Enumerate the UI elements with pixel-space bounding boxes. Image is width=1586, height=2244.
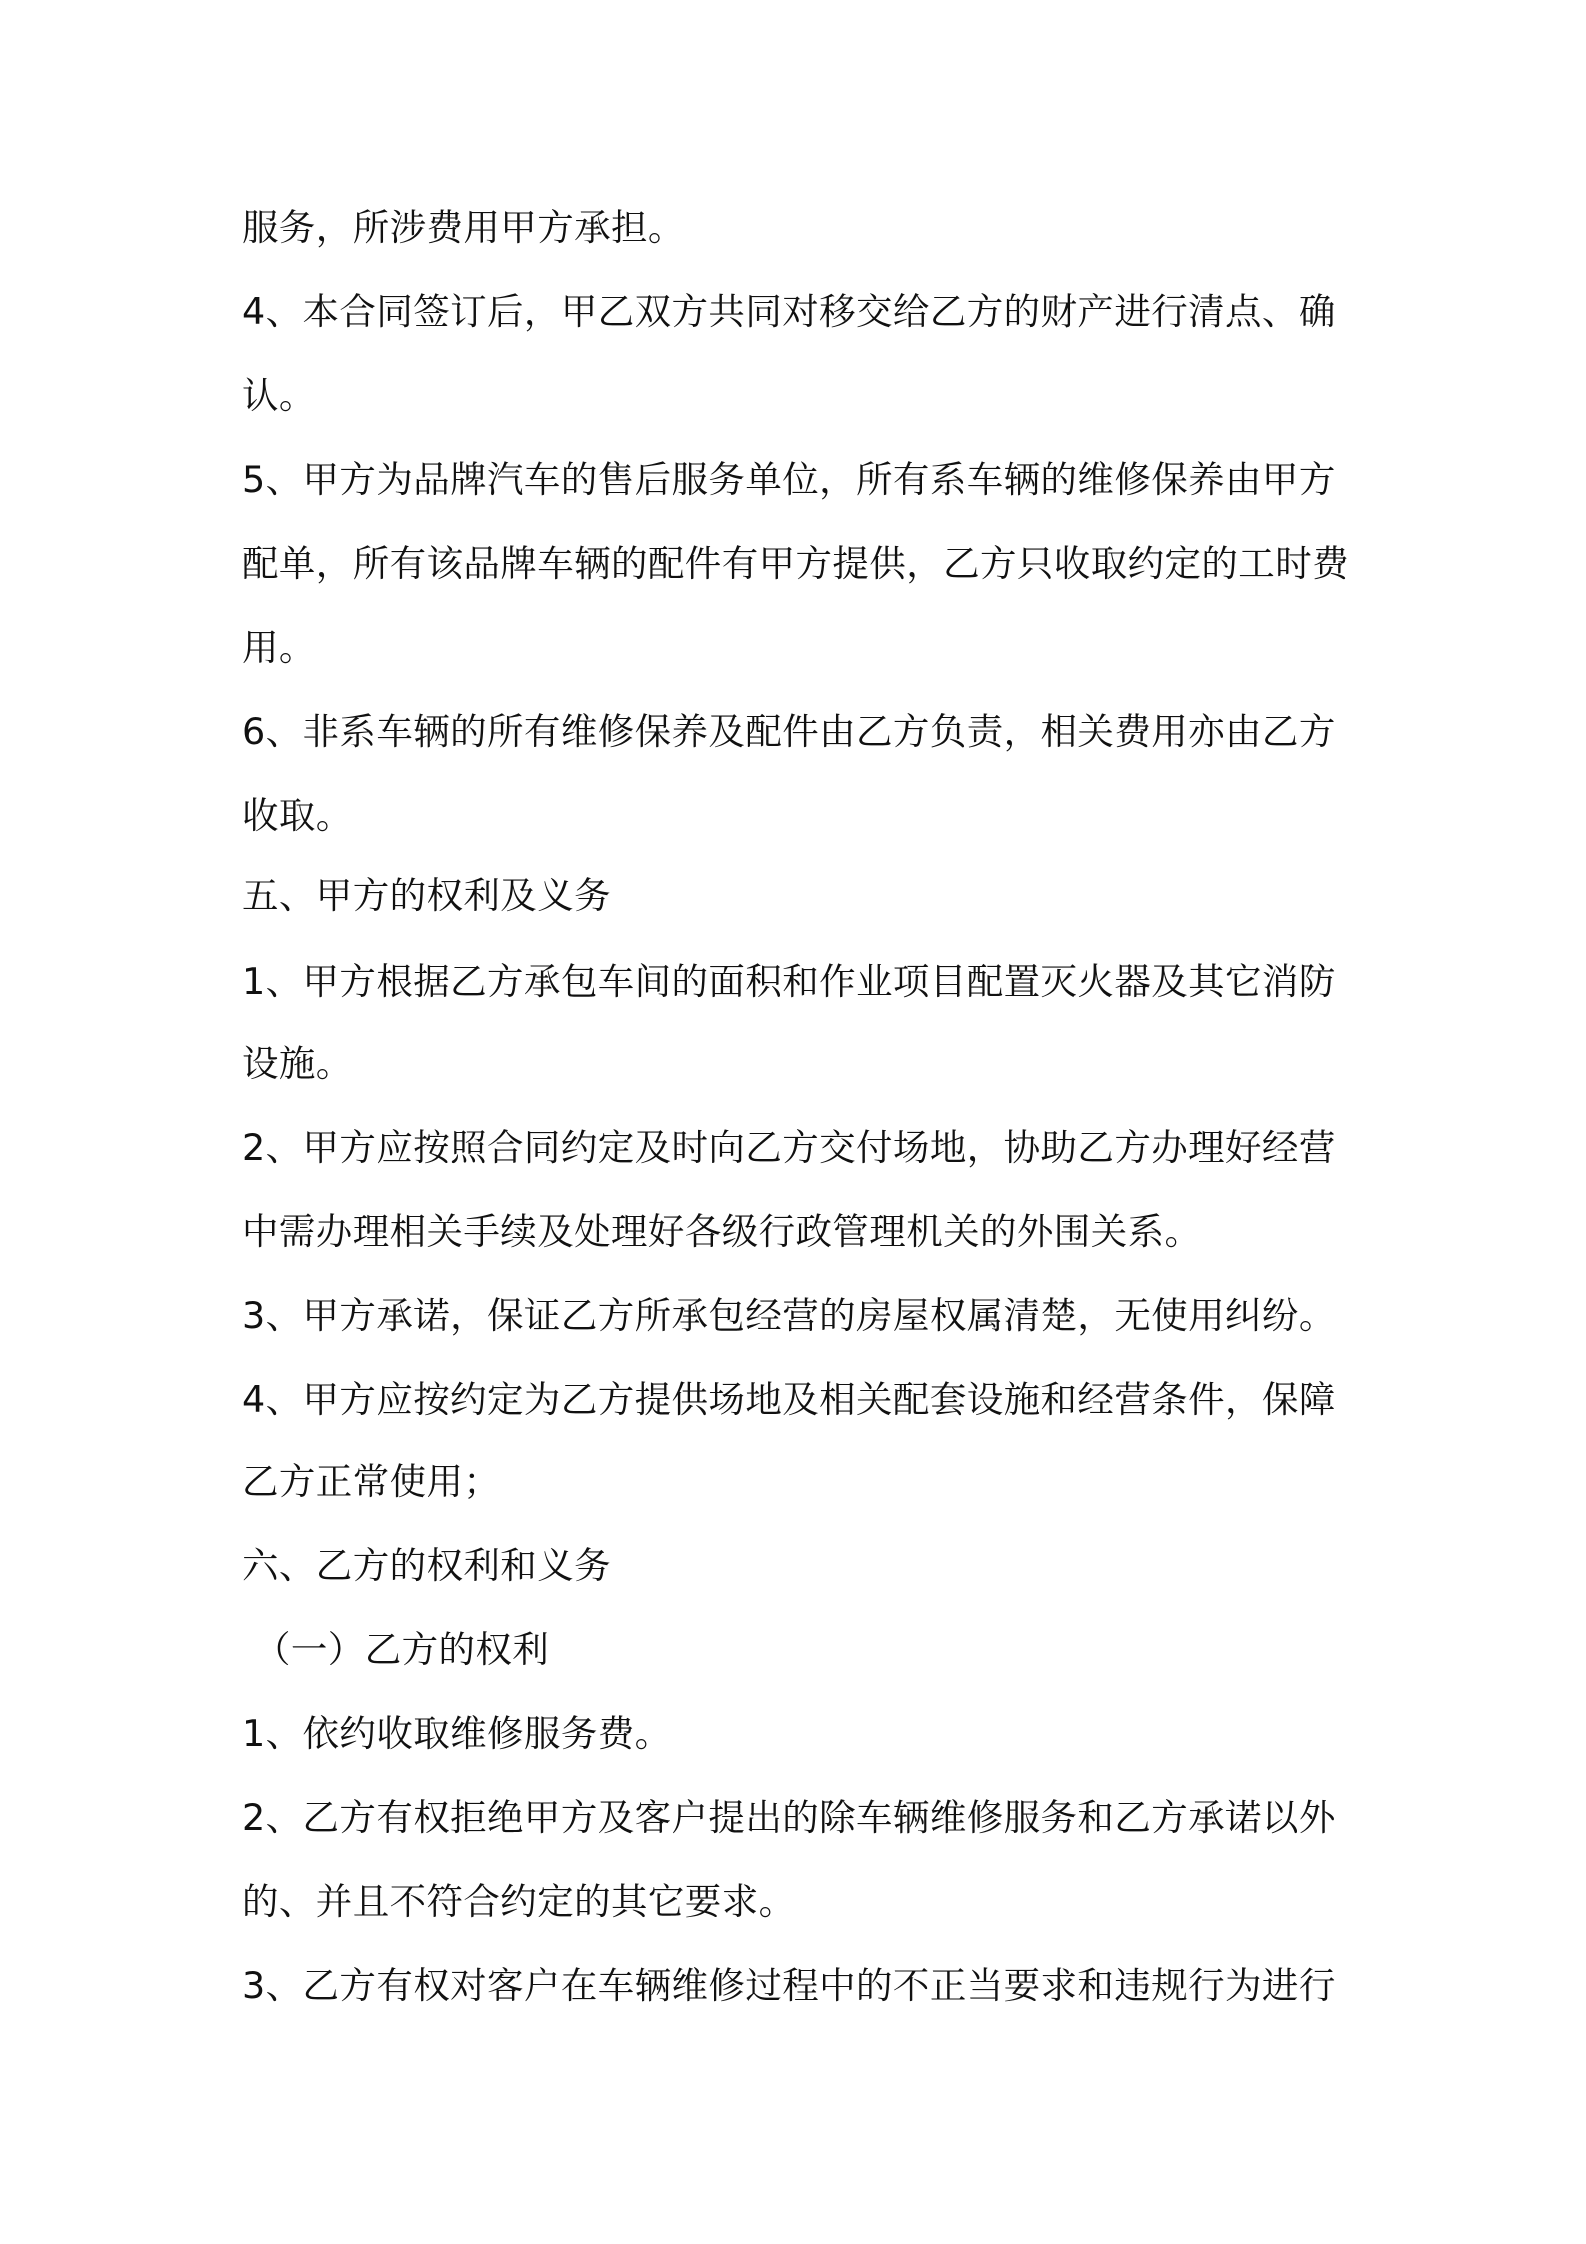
text-line: 4、甲方应按约定为乙方提供场地及相关配套设施和经营条件，保障 — [242, 1378, 1336, 1421]
section-heading: 五、甲方的权利及义务 — [242, 874, 611, 917]
text-line: 1、依约收取维修服务费。 — [242, 1712, 672, 1755]
text-line: 3、甲方承诺，保证乙方所承包经营的房屋权属清楚，无使用纠纷。 — [242, 1294, 1336, 1337]
text-line: 5、甲方为品牌汽车的售后服务单位，所有系车辆的维修保养由甲方 — [242, 458, 1336, 501]
text-line: 1、甲方根据乙方承包车间的面积和作业项目配置灭火器及其它消防 — [242, 960, 1336, 1003]
text-line: 的、并且不符合约定的其它要求。 — [242, 1880, 796, 1923]
text-line: 2、乙方有权拒绝甲方及客户提出的除车辆维修服务和乙方承诺以外 — [242, 1796, 1336, 1839]
section-heading: 六、乙方的权利和义务 — [242, 1544, 611, 1587]
text-line: 服务，所涉费用甲方承担。 — [242, 206, 685, 249]
text-line: 用。 — [242, 626, 316, 669]
text-line: 4、本合同签订后，甲乙双方共同对移交给乙方的财产进行清点、确 — [242, 290, 1336, 333]
text-line: 3、乙方有权对客户在车辆维修过程中的不正当要求和违规行为进行 — [242, 1964, 1336, 2007]
text-line: 收取。 — [242, 794, 353, 837]
text-line: 2、甲方应按照合同约定及时向乙方交付场地，协助乙方办理好经营 — [242, 1126, 1336, 1169]
text-line: 认。 — [242, 374, 316, 417]
text-line: 配单，所有该品牌车辆的配件有甲方提供，乙方只收取约定的工时费 — [242, 542, 1349, 585]
subsection-heading: （一）乙方的权利 — [254, 1628, 550, 1671]
text-line: 设施。 — [242, 1042, 353, 1085]
text-line: 乙方正常使用； — [242, 1460, 501, 1503]
text-line: 中需办理相关手续及处理好各级行政管理机关的外围关系。 — [242, 1210, 1202, 1253]
text-line: 6、非系车辆的所有维修保养及配件由乙方负责，相关费用亦由乙方 — [242, 710, 1336, 753]
